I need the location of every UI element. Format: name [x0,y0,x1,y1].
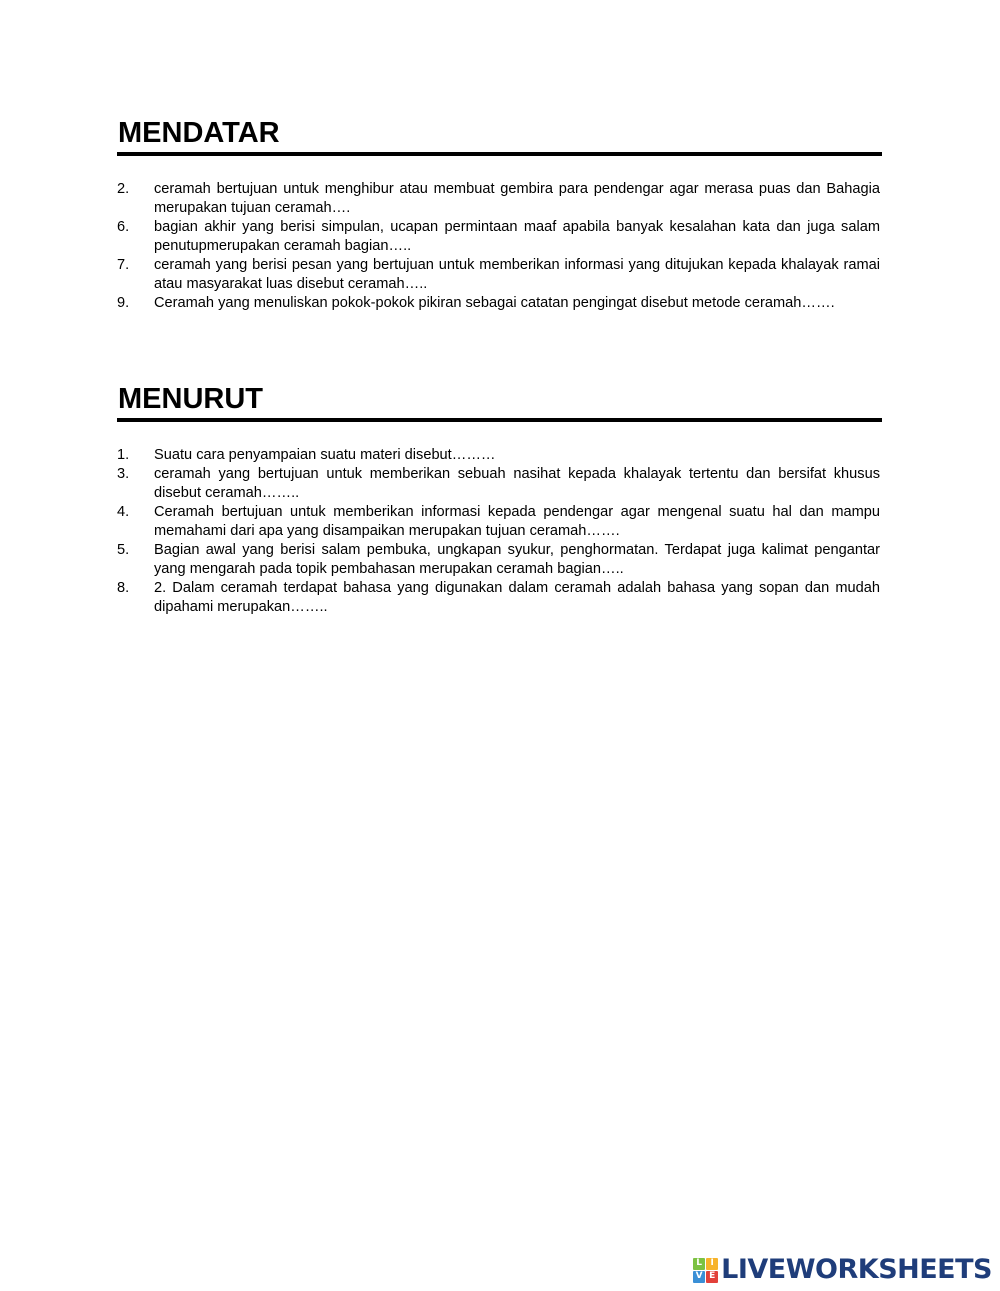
clue-list-menurut [117,446,880,617]
clue-item [117,579,880,617]
clue-item [117,256,880,294]
logo-block-e: E [706,1271,718,1283]
clue-text: ceramah yang berisi pesan yang bertujuan untuk memberikan informasi yang ditujukan kepada khalayak ramai atau masyarakat luas disebut ceramah….. [154,257,880,292]
clue-item [117,180,880,218]
clue-item [117,294,880,313]
clue-item [117,218,880,256]
logo-block-v: V [693,1271,705,1283]
clue-item [117,541,880,579]
clue-text: 2. Dalam ceramah terdapat bahasa yang digunakan dalam ceramah adalah bahasa yang sopan dan mudah dipahami merupakan…….. [154,580,880,615]
clue-item [117,465,880,503]
clue-number: 5. [117,542,130,558]
clue-number: 1. [117,447,130,463]
logo-block-i: I [706,1258,718,1270]
clue-text: Suatu cara penyampaian suatu materi disebut……… [154,447,496,463]
section-title: MENURUT [118,383,263,415]
liveworksheets-logo [693,1255,992,1285]
clue-number: 2. [117,181,130,197]
clue-list-mendatar [117,180,880,313]
clue-number: 6. [117,219,130,235]
logo-block-l: L [693,1258,705,1270]
clue-text: Ceramah bertujuan untuk memberikan informasi kepada pendengar agar mengenal suatu hal dan mampu memahami dari apa yang disampaikan merupakan tujuan ceramah……. [154,504,880,539]
logo-wordmark: LIVEWORKSHEETS [721,1254,992,1285]
live-blocks-icon [693,1258,718,1283]
clue-number: 7. [117,257,130,273]
clue-text: bagian akhir yang berisi simpulan, ucapan permintaan maaf apabila banyak kesalahan kata dan juga salam penutupmerupakan ceramah bagian….. [154,219,880,254]
clue-number: 4. [117,504,130,520]
section-mendatar [117,117,882,313]
clue-number: 8. [117,580,130,596]
section-menurut [117,383,882,617]
clue-text: ceramah yang bertujuan untuk memberikan sebuah nasihat kepada khalayak tertentu dan bersifat khusus disebut ceramah…….. [154,466,880,501]
section-divider [117,418,882,422]
clue-item [117,446,880,465]
clue-text: Ceramah yang menuliskan pokok-pokok pikiran sebagai catatan pengingat disebut metode ceramah……. [154,295,835,311]
clue-number: 3. [117,466,130,482]
clue-number: 9. [117,295,130,311]
section-title: MENDATAR [118,117,280,149]
clue-text: Bagian awal yang berisi salam pembuka, ungkapan syukur, penghormatan. Terdapat juga kalimat pengantar yang mengarah pada topik pembahasan merupakan ceramah bagian….. [154,542,880,577]
clue-item [117,503,880,541]
clue-text: ceramah bertujuan untuk menghibur atau membuat gembira para pendengar agar merasa puas dan Bahagia merupakan tujuan ceramah…. [154,181,880,216]
section-divider [117,152,882,156]
